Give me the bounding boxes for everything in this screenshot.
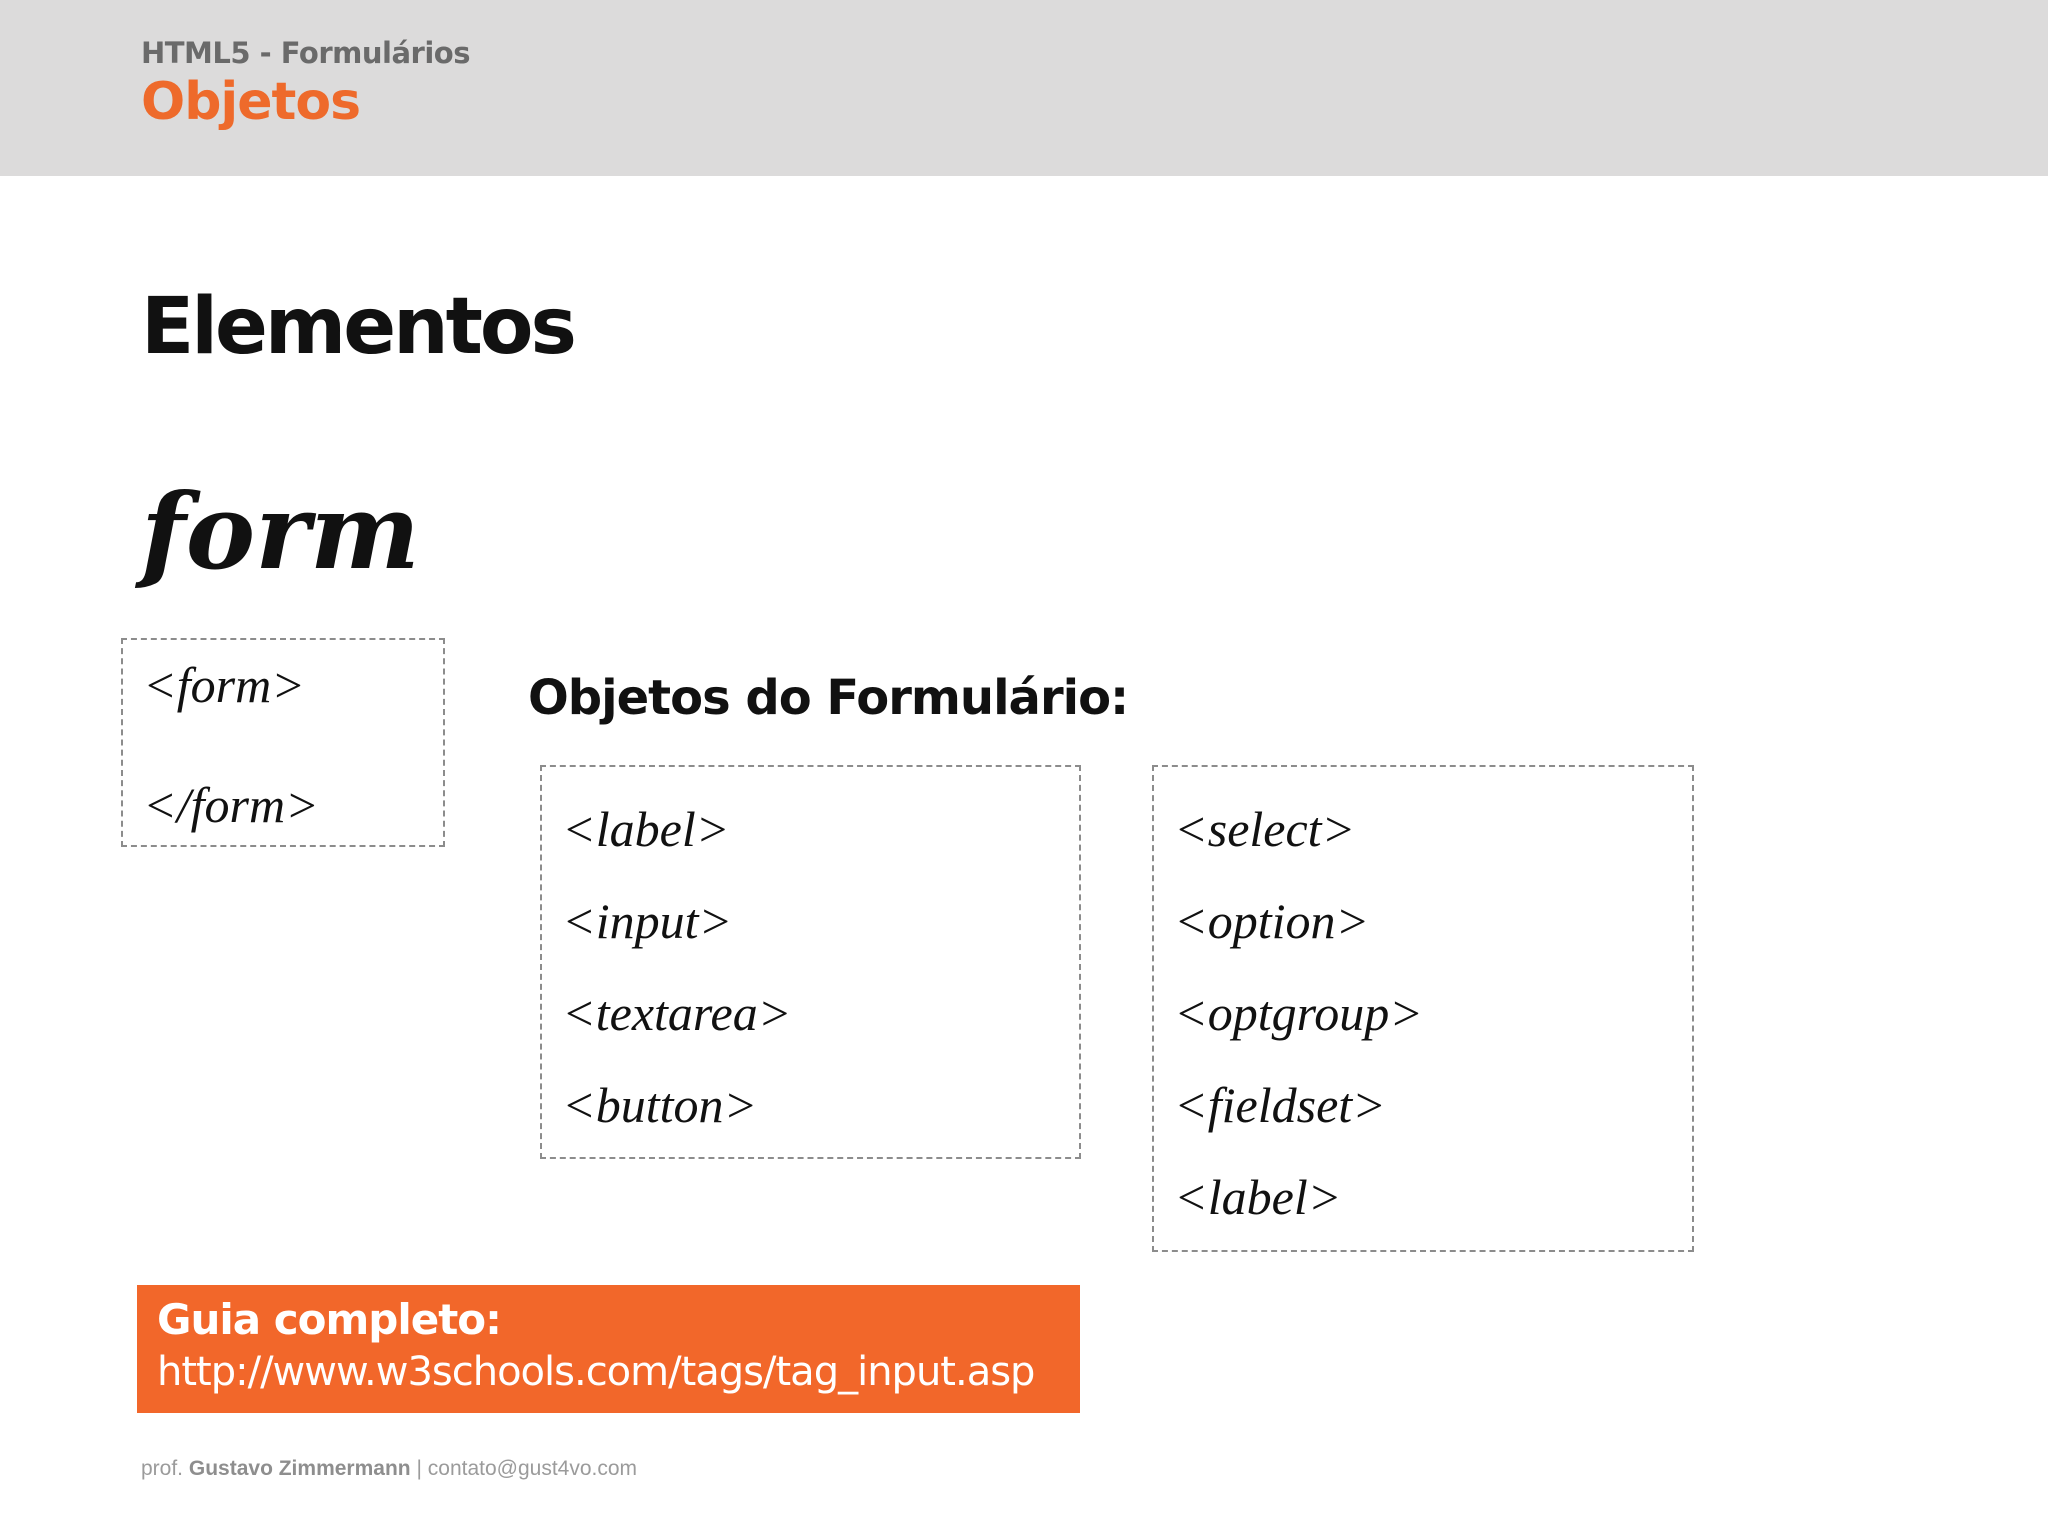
tag-item: <label> bbox=[562, 801, 730, 857]
guide-label: Guia completo: bbox=[157, 1295, 501, 1344]
section-heading: Elementos bbox=[141, 282, 574, 372]
course-title: HTML5 - Formulários bbox=[141, 36, 470, 70]
footer-credit bbox=[141, 1457, 637, 1481]
form-objects-box-left bbox=[540, 765, 1081, 1159]
form-objects-heading: Objetos do Formulário: bbox=[528, 670, 1129, 726]
tag-item: <label> bbox=[1174, 1169, 1342, 1225]
footer-author: Gustavo Zimmermann bbox=[188, 1457, 411, 1480]
footer-email: contato@gust4vo.com bbox=[427, 1457, 638, 1480]
slide-header bbox=[0, 0, 2048, 176]
form-objects-box-right bbox=[1152, 765, 1694, 1252]
form-word: form bbox=[141, 470, 420, 593]
footer-prefix: prof. bbox=[141, 1457, 184, 1480]
guide-banner bbox=[137, 1285, 1080, 1413]
slide-title: Objetos bbox=[141, 72, 361, 132]
guide-url[interactable]: http://www.w3schools.com/tags/tag_input.asp bbox=[157, 1349, 1035, 1395]
tag-item: <input> bbox=[562, 893, 733, 949]
form-tags-box bbox=[121, 638, 445, 847]
tag-item: <select> bbox=[1174, 801, 1356, 857]
tag-item: <optgroup> bbox=[1174, 985, 1423, 1041]
footer-separator: | bbox=[416, 1457, 422, 1480]
tag-item: <textarea> bbox=[562, 985, 792, 1041]
form-close-tag: </form> bbox=[143, 777, 319, 833]
form-open-tag: <form> bbox=[143, 657, 305, 713]
tag-item: <button> bbox=[562, 1077, 758, 1133]
tag-item: <fieldset> bbox=[1174, 1077, 1386, 1133]
tag-item: <option> bbox=[1174, 893, 1370, 949]
